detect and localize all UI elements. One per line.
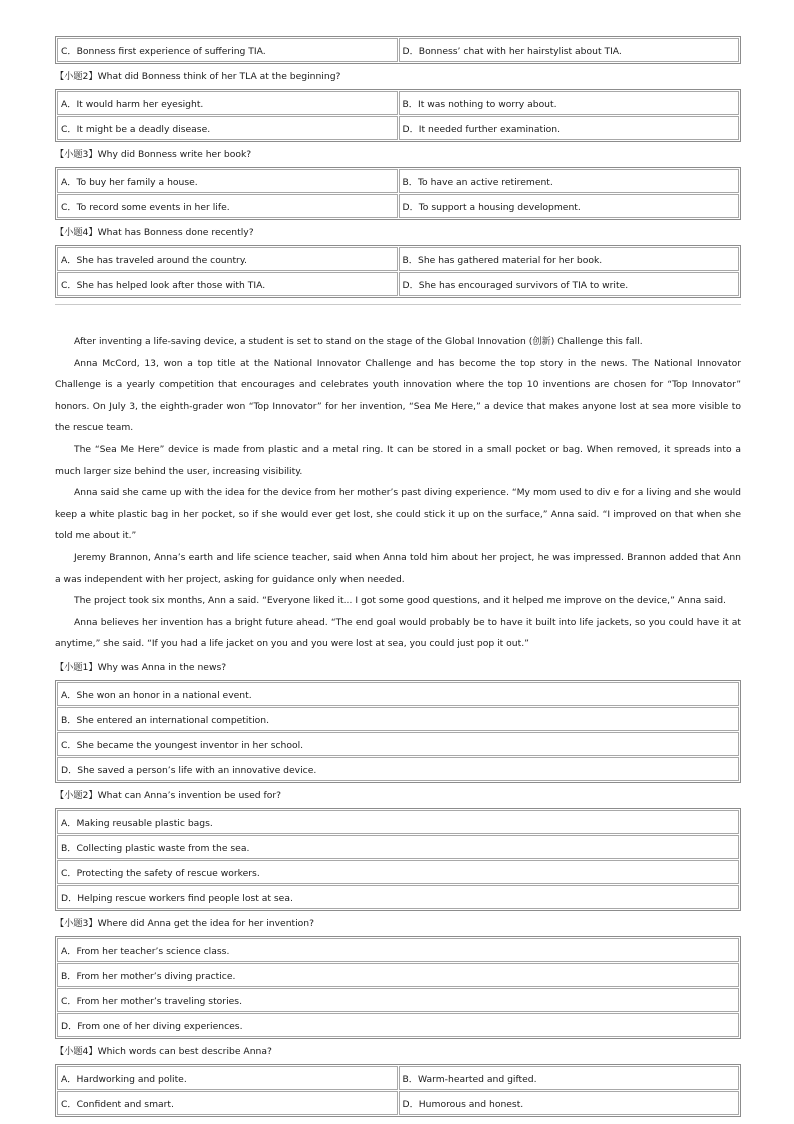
- option-b[interactable]: B．Warm-hearted and gifted.: [399, 1066, 740, 1090]
- option-b[interactable]: B．She entered an international competition.: [57, 707, 739, 731]
- option-d[interactable]: D．She has encouraged survivors of TIA to write.: [399, 272, 740, 296]
- question-label: 【小题1】Why was Anna in the news?: [55, 661, 227, 673]
- option-a[interactable]: A．Making reusable plastic bags.: [57, 810, 739, 834]
- question-label: 【小题3】Why did Bonness write her book?: [55, 149, 252, 160]
- passage-paragraph: Anna believes her invention has a bright future ahead. “The end goal would probably be to have it built into life jackets, so you could have it at anytime,” she said. “If you had a life jacket on you and you were lost at sea, you could just pop it out.”: [55, 616, 741, 650]
- question-label: 【小题3】Where did Anna get the idea for her invention?: [55, 917, 315, 929]
- option-d[interactable]: D．To support a housing development.: [399, 194, 740, 218]
- options-table-s2-q3: [55, 936, 741, 1039]
- option-c[interactable]: C．Protecting the safety of rescue workers.: [57, 860, 739, 884]
- question-label: 【小题4】Which words can best describe Anna?: [55, 1045, 272, 1057]
- option-d[interactable]: D．She saved a person’s life with an innovative device.: [57, 757, 739, 781]
- option-b[interactable]: B．Collecting plastic waste from the sea.: [57, 835, 739, 859]
- options-table-s2-q2: [55, 808, 741, 911]
- option-c[interactable]: C．From her mother’s traveling stories.: [57, 988, 739, 1012]
- option-c[interactable]: C．She has helped look after those with TIA.: [57, 272, 398, 296]
- question-label: 【小题2】What can Anna’s invention be used for?: [55, 789, 282, 801]
- option-c[interactable]: C．It might be a deadly disease.: [57, 116, 398, 140]
- passage-paragraph: Anna McCord, 13, won a top title at the National Innovator Challenge and has become the top story in the news. The National Innovator Challenge is a yearly competition that encourages and celebrates youth innovation where the top 10 inventions are chosen for “Top Innovator” honors. On July 3, the eighth-grader won “Top Innovator” for her invention, “Sea Me Here,” a device that makes anyone lost at sea more visible to the rescue team.: [55, 357, 741, 434]
- options-table-s1-q2: [55, 89, 741, 142]
- question-label: 【小题4】What has Bonness done recently?: [55, 227, 254, 238]
- option-a[interactable]: A．To buy her family a house.: [57, 169, 398, 193]
- option-b[interactable]: B．To have an active retirement.: [399, 169, 740, 193]
- passage-paragraph: Anna said she came up with the idea for the device from her mother’s past diving experience. “My mom used to div e for a living and she would keep a white plastic bag in her pocket, so if she would ever get lost, she could stick it up on the surface,” Anna said. “I improved on that when she told me about it.”: [55, 487, 741, 542]
- option-a[interactable]: A．She has traveled around the country.: [57, 247, 398, 271]
- option-c[interactable]: C．Confident and smart.: [57, 1091, 398, 1115]
- passage-paragraph: After inventing a life-saving device, a student is set to stand on the stage of the Global Innovation (创新) Challenge this fall.: [74, 336, 643, 347]
- option-b[interactable]: B．From her mother’s diving practice.: [57, 963, 739, 987]
- option-c[interactable]: C．She became the youngest inventor in her school.: [57, 732, 739, 756]
- passage-paragraph: The “Sea Me Here” device is made from plastic and a metal ring. It can be stored in a small pocket or bag. When removed, it spreads into a much larger size behind the user, increasing visibility.: [55, 443, 741, 477]
- options-table-s2-q1: [55, 680, 741, 783]
- option-a[interactable]: A．She won an honor in a national event.: [57, 682, 739, 706]
- section-divider: [55, 304, 741, 305]
- passage-paragraph: Jeremy Brannon, Anna’s earth and life science teacher, said when Anna told him about her project, he was impressed. Brannon added that Ann a was independent with her project, asking for guidance only when needed.: [55, 551, 741, 585]
- reading-passage: [55, 331, 741, 655]
- option-a[interactable]: A．From her teacher’s science class.: [57, 938, 739, 962]
- option-c[interactable]: C．To record some events in her life.: [57, 194, 398, 218]
- option-b[interactable]: B．It was nothing to worry about.: [399, 91, 740, 115]
- option-c[interactable]: C．Bonness first experience of suffering TIA.: [57, 38, 398, 62]
- option-d[interactable]: D．Helping rescue workers find people lost at sea.: [57, 885, 739, 909]
- document-page: [55, 36, 741, 1117]
- option-a[interactable]: A．It would harm her eyesight.: [57, 91, 398, 115]
- options-table-s1-q1: [55, 36, 741, 64]
- passage-paragraph: The project took six months, Ann a said. “Everyone liked it... I got some good questions, and it helped me improve on the device,” Anna said.: [74, 595, 726, 607]
- option-d[interactable]: D．It needed further examination.: [399, 116, 740, 140]
- option-d[interactable]: D．Bonness’ chat with her hairstylist about TIA.: [399, 38, 740, 62]
- option-d[interactable]: D．From one of her diving experiences.: [57, 1013, 739, 1037]
- options-table-s2-q4: [55, 1064, 741, 1117]
- option-a[interactable]: A．Hardworking and polite.: [57, 1066, 398, 1090]
- options-table-s1-q3: [55, 167, 741, 220]
- option-b[interactable]: B．She has gathered material for her book.: [399, 247, 740, 271]
- option-d[interactable]: D．Humorous and honest.: [399, 1091, 740, 1115]
- options-table-s1-q4: [55, 245, 741, 298]
- question-label: 【小题2】What did Bonness think of her TLA at the beginning?: [55, 71, 341, 82]
